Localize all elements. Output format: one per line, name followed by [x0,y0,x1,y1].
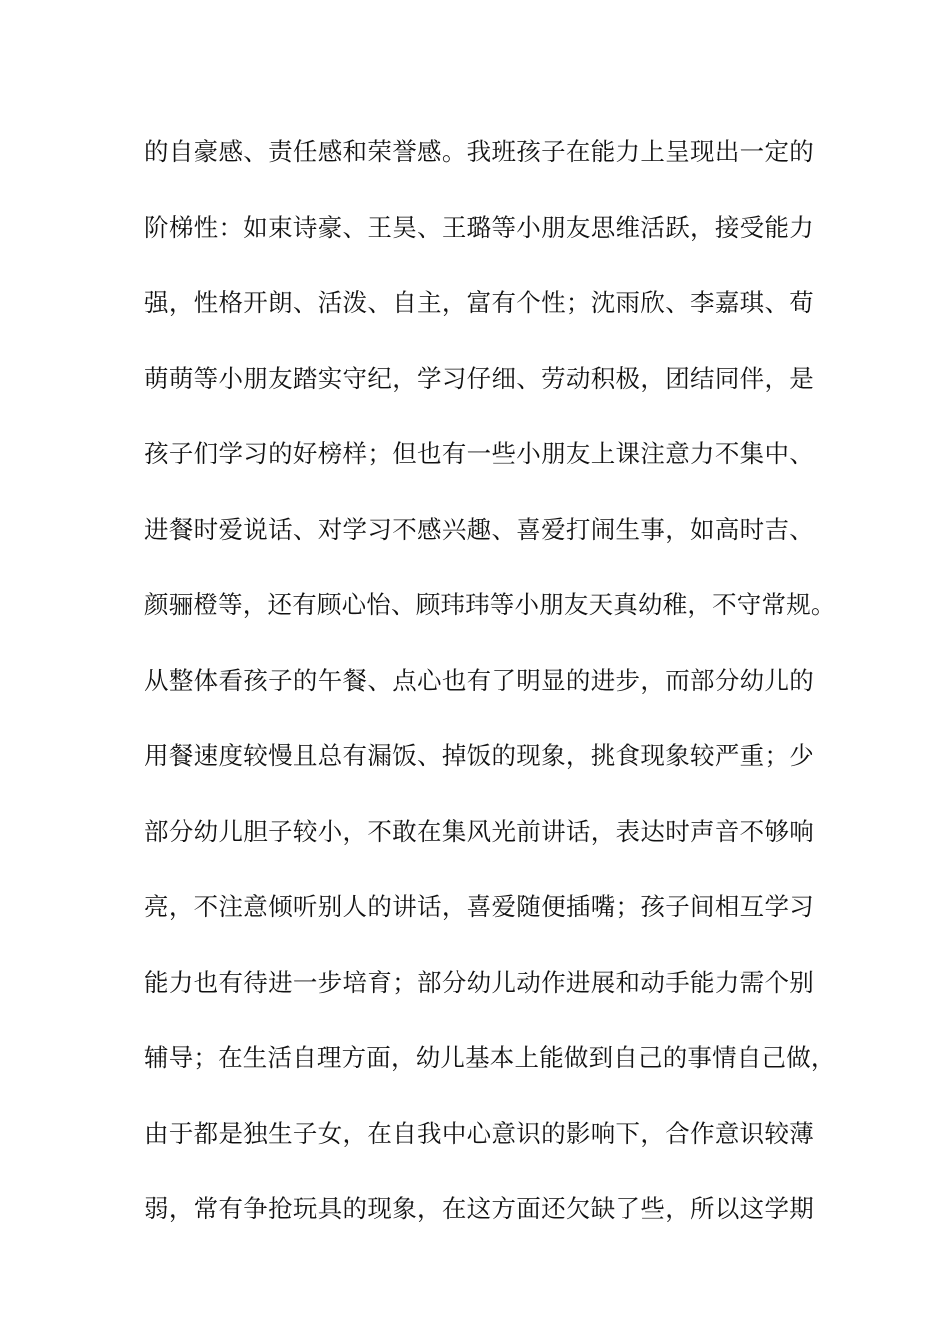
text-line: 孩子们学习的好榜样；但也有一些小朋友上课注意力不集中、 [144,439,814,468]
text-line: 进餐时爱说话、对学习不感兴趣、喜爱打闹生事，如高时吉、 [144,514,814,544]
text-line: 能力也有待进一步培育；部分幼儿动作进展和动手能力需个别 [144,967,814,997]
text-line: 亮，不注意倾听别人的讲话，喜爱随便插嘴；孩子间相互学习 [144,892,814,921]
text-line: 颜骊橙等，还有顾心怡、顾玮玮等小朋友天真幼稚，不守常规。 [144,590,836,619]
text-line: 萌萌等小朋友踏实守纪，学习仔细、劳动积极，团结同伴，是 [144,363,814,393]
text-line: 辅导；在生活自理方面，幼儿基本上能做到自己的事情自己做， [144,1043,836,1072]
text-line: 阶梯性：如束诗豪、王昊、王璐等小朋友思维活跃，接受能力 [144,212,814,242]
text-line: 弱，常有争抢玩具的现象，在这方面还欠缺了些，所以这学期 [144,1194,814,1223]
text-line: 由于都是独生子女，在自我中心意识的影响下，合作意识较薄 [144,1118,814,1148]
text-line: 部分幼儿胆子较小，不敢在集风光前讲话，表达时声音不够响 [144,816,814,846]
body-text [144,132,836,1265]
text-line: 用餐速度较慢且总有漏饭、掉饭的现象，挑食现象较严重；少 [144,741,814,770]
text-line: 的自豪感、责任感和荣誉感。我班孩子在能力上呈现出一定的 [144,137,814,166]
text-line: 从整体看孩子的午餐、点心也有了明显的进步，而部分幼儿的 [144,665,814,695]
text-line: 强，性格开朗、活泼、自主，富有个性；沈雨欣、李嘉琪、荀 [144,288,814,317]
